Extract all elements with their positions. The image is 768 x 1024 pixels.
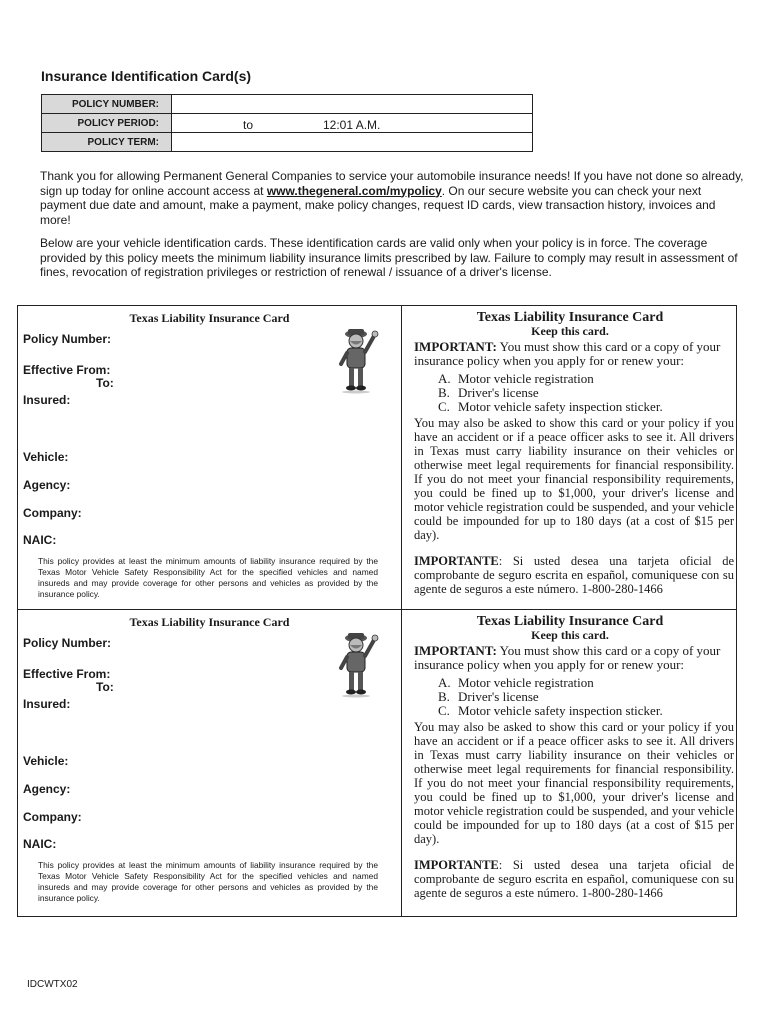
card-title: Texas Liability Insurance Card: [129, 311, 290, 325]
effective-from-field: Effective From:: [23, 667, 111, 681]
document-title: Insurance Identification Card(s): [41, 68, 252, 84]
policy-number-label: POLICY NUMBER:: [42, 95, 172, 114]
card-disclaimer: This policy provides at least the minimum amounts of liability insurance required by the Texas Motor Vehicle Safety Responsibility Act for the specified vehicles and named insureds and may provide coverage for other persons and vehicles as provided by the insurance policy.: [38, 556, 378, 599]
liability-card-back-1: [402, 306, 738, 609]
insurance-cards: [17, 305, 737, 917]
naic-field: NAIC:: [23, 837, 57, 851]
effective-to-field: To:: [96, 680, 114, 694]
intro-paragraph-1: Thank you for allowing Permanent General Companies to service your automobile insurance needs! If you have not done so already, sign up today for online account access at www.thegeneral.com/mypolicy. On our secure website you can check your next payment due date and amount, make a payment, make policy changes, request ID cards, view transaction history, invoices and more!: [40, 169, 744, 227]
company-field: Company:: [23, 506, 82, 520]
mypolicy-link[interactable]: www.thegeneral.com/mypolicy: [266, 183, 442, 198]
policy-term-value: [172, 133, 533, 152]
liability-card-front-1: [18, 306, 401, 609]
important-notice: IMPORTANT: You must show this card or a copy of your insurance policy when you apply for or renew your:: [414, 339, 721, 368]
policy-period-to: to: [243, 118, 254, 132]
form-code: IDCWTX02: [27, 979, 78, 990]
list-item: C. Motor vehicle safety inspection sticker.: [438, 703, 663, 718]
policy-number-value: [172, 95, 533, 114]
policy-period-label: POLICY PERIOD:: [42, 114, 172, 133]
policy-term-label: POLICY TERM:: [42, 133, 172, 152]
important-notice: IMPORTANT: You must show this card or a copy of your insurance policy when you apply for or renew your:: [414, 643, 721, 672]
mascot-icon: [336, 630, 380, 698]
card-body-text: You may also be asked to show this card or your policy if you have an accident or if a peace officer asks to see it. All drivers in Texas must carry liability insurance on their vehicles or otherwise meet legal requirements for financial responsibility. If you do not meet your financial responsibility requirements, you could be fined up to $1,000, your driver's license and motor vehicle registration could be suspended, and your vehicle could be impounded for up to 180 days (at a cost of $15 per day).: [414, 416, 734, 542]
vehicle-field: Vehicle:: [23, 450, 69, 464]
policy-table: [41, 94, 533, 152]
policy-period-time: 12:01 A.M.: [323, 118, 381, 132]
list-item: C. Motor vehicle safety inspection sticker.: [438, 399, 663, 414]
company-field: Company:: [23, 810, 82, 824]
liability-card-front-2: [18, 610, 401, 913]
list-item: A. Motor vehicle registration: [438, 675, 594, 690]
policy-number-field: Policy Number:: [23, 332, 112, 346]
mascot-icon: [336, 326, 380, 394]
list-item: A. Motor vehicle registration: [438, 371, 594, 386]
agency-field: Agency:: [23, 782, 71, 796]
agency-field: Agency:: [23, 478, 71, 492]
card-subtitle: Keep this card.: [531, 628, 609, 642]
card-title: Texas Liability Insurance Card: [129, 615, 290, 629]
insured-field: Insured:: [23, 393, 71, 407]
liability-card-back-2: [402, 610, 738, 913]
spanish-notice: IMPORTANTE: Si usted desea una tarjeta oficial de comprobante de seguro escrita en español, comuniquese con su agente de seguros a este número. 1-800-280-1466: [414, 858, 734, 900]
card-title: Texas Liability Insurance Card: [476, 614, 664, 629]
card-disclaimer: This policy provides at least the minimum amounts of liability insurance required by the Texas Motor Vehicle Safety Responsibility Act for the specified vehicles and named insureds and may provide coverage for other persons and vehicles as provided by the insurance policy.: [38, 860, 378, 903]
spanish-notice: IMPORTANTE: Si usted desea una tarjeta oficial de comprobante de seguro escrita en español, comuniquese con su agente de seguros a este número. 1-800-280-1466: [414, 554, 734, 596]
requirement-list: [438, 372, 663, 414]
vehicle-field: Vehicle:: [23, 754, 69, 768]
policy-number-field: Policy Number:: [23, 636, 112, 650]
naic-field: NAIC:: [23, 533, 57, 547]
list-item: B. Driver's license: [438, 689, 539, 704]
card-body-text: You may also be asked to show this card or your policy if you have an accident or if a peace officer asks to see it. All drivers in Texas must carry liability insurance on their vehicles or otherwise meet legal requirements for financial responsibility. If you do not meet your financial responsibility requirements, you could be fined up to $1,000, your driver's license and motor vehicle registration could be suspended, and your vehicle could be impounded for up to 180 days (at a cost of $15 per day).: [414, 720, 734, 846]
requirement-list: [438, 676, 663, 718]
card-subtitle: Keep this card.: [531, 324, 609, 338]
intro-paragraph-2: Below are your vehicle identification cards. These identification cards are valid only when your policy is in force. The coverage provided by this policy meets the minimum liability insurance limits prescribed by law. Failure to comply may result in assessment of fines, revocation of registration privileges or restriction of renewal / issuance of a driver's license.: [40, 236, 738, 279]
insured-field: Insured:: [23, 697, 71, 711]
effective-to-field: To:: [96, 376, 114, 390]
effective-from-field: Effective From:: [23, 363, 111, 377]
list-item: B. Driver's license: [438, 385, 539, 400]
card-title: Texas Liability Insurance Card: [476, 310, 664, 325]
